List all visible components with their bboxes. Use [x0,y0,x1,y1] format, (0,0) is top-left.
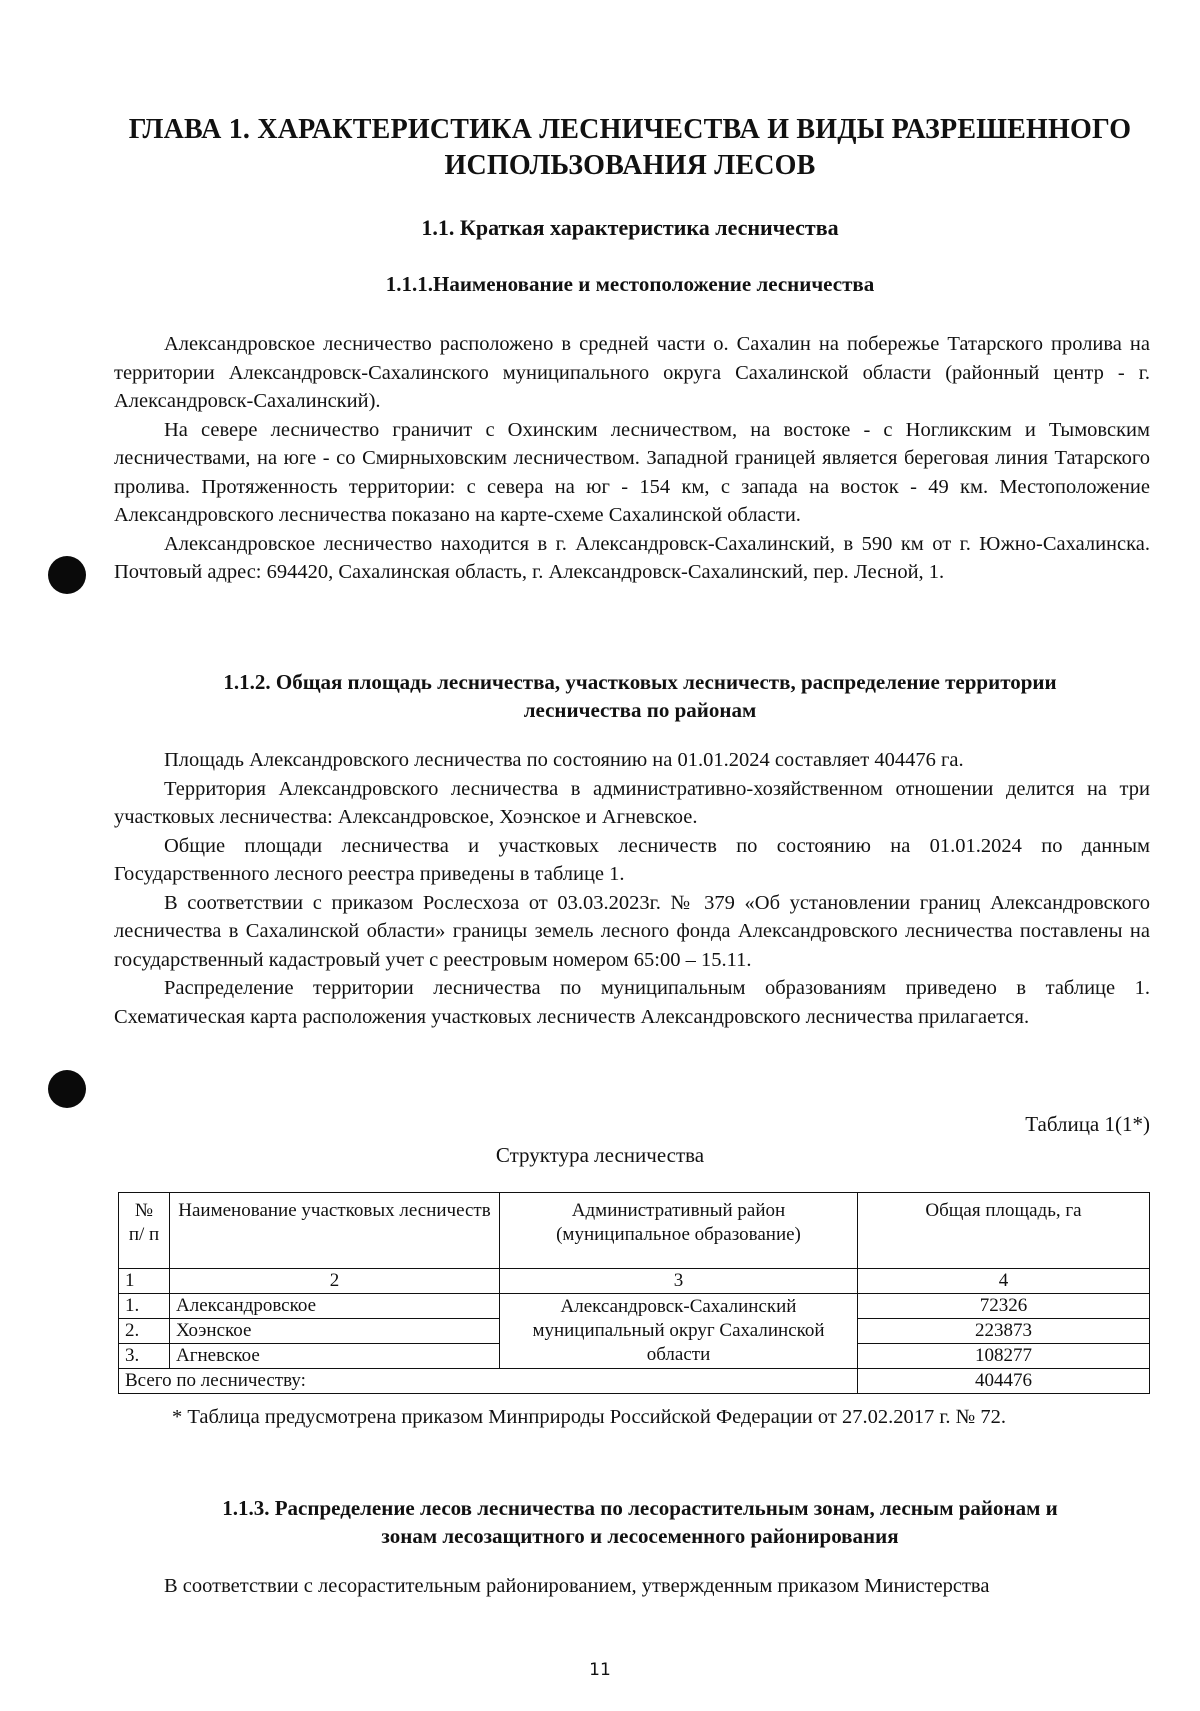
footnote-text: * Таблица предусмотрена приказом Минприроды Российской Федерации от 27.02.2017 г. № 72. [172,1406,1006,1428]
section-1-1-2-body [114,746,1150,1031]
section-1-1-2-title-line1: 1.1.2. Общая площадь лесничества, участковых лесничеств, распределение территории [223,670,1057,694]
paragraph: Александровское лесничество расположено в средней части о. Сахалин на побережье Татарского пролива на территории Александровск-Сахалинского муниципального округа Сахалинской области (районный центр - г. Александровск-Сахалинский). [114,333,1150,412]
header-area: Общая площадь, га [858,1193,1150,1269]
section-1-1-3-title-line2: зонам лесозащитного и лесосеменного районирования [381,1524,899,1548]
paragraph: Александровское лесничество находится в г. Александровск-Сахалинский, в 590 км от г. Южно-Сахалинска. Почтовый адрес: 694420, Сахалинская область, г. Александровск-Сахалинский, пер. Лесной, 1. [114,532,1150,583]
section-1-1-2-title-line2: лесничества по районам [523,698,757,722]
table-footnote [114,1403,1150,1432]
chapter-title-line1: ГЛАВА 1. ХАРАКТЕРИСТИКА ЛЕСНИЧЕСТВА И ВИДЫ РАЗРЕШЕННОГО [128,114,1132,145]
table-cell: 3 [500,1269,858,1294]
header-name: Наименование участковых лесничеств [170,1193,500,1269]
section-1-1-title: 1.1. Краткая характеристика лесничества [421,215,839,240]
paragraph: Территория Александровского лесничества в административно-хозяйственном отношении делится на три участковых лесничества: Александровское, Хоэнское и Агневское. [114,777,1150,828]
table-caption: Структура лесничества [495,1143,705,1167]
table-cell: 4 [858,1269,1150,1294]
paragraph: Общие площади лесничества и участковых лесничеств по состоянию на 01.01.2024 по данным Государственного лесного реестра приведены в таблице 1. [114,834,1150,885]
row-area: 108277 [858,1344,1150,1369]
table-cell: 2 [170,1269,500,1294]
paragraph: В соответствии с лесорастительным районированием, утвержденным приказом Министерства [164,1575,990,1597]
page-number: 11 [589,1660,611,1680]
section-1-1-1-title: 1.1.1.Наименование и местоположение лесничества [385,272,875,296]
row-area: 223873 [858,1319,1150,1344]
row-name: Агневское [170,1344,500,1369]
section-1-1-3-body [114,1572,1150,1601]
district-cell: Александровск-Сахалинский муниципальный округ Сахалинской области [500,1294,858,1369]
section-1-1-3-title-line1: 1.1.3. Распределение лесов лесничества по лесорастительным зонам, лесным районам и [222,1496,1058,1520]
header-num: № п/ п [119,1193,170,1269]
paragraph: На севере лесничество граничит с Охинским лесничеством, на востоке - с Ногликским и Тымовским лесничествами, на юге - со Смирныховским лесничеством. Западной границей является береговая линия Татарского пролива. Протяженность территории: с севера на юг - 154 км, с запада на восток - 49 км. Местоположение Александровского лесничества показано на карте-схеме Сахалинской области. [114,418,1150,526]
header-district: Административный район (муниципальное образование) [500,1193,858,1269]
table-label: Таблица 1(1*) [1025,1112,1150,1136]
table-cell: 1 [119,1269,170,1294]
paragraph: Распределение территории лесничества по муниципальным образованиям приведено в таблице 1. Схематическая карта расположения участковых лесничеств Александровского лесничества прилагается. [114,977,1150,1028]
chapter-title [100,112,1160,184]
row-num: 3. [119,1344,170,1369]
section-1-1-1-body [114,330,1150,587]
row-area: 72326 [858,1294,1150,1319]
paragraph: Площадь Александровского лесничества по состоянию на 01.01.2024 составляет 404476 га. [164,749,964,771]
column-number-row [119,1269,1150,1294]
table-total-row [119,1369,1150,1394]
total-label: Всего по лесничеству: [119,1369,858,1394]
row-name: Хоэнское [170,1319,500,1344]
chapter-title-line2: ИСПОЛЬЗОВАНИЯ ЛЕСОВ [444,150,816,181]
row-num: 2. [119,1319,170,1344]
table-header-row [119,1193,1150,1269]
paragraph: В соответствии с приказом Рослесхоза от 03.03.2023г. № 379 «Об установлении границ Александровского лесничества в Сахалинской области» границы земель лесного фонда Александровского лесничества поставлены на государственный кадастровый учет с реестровым номером 65:00 – 15.11. [114,891,1150,971]
table-row [119,1294,1150,1319]
forest-structure-table [118,1192,1150,1394]
row-name: Александровское [170,1294,500,1319]
row-num: 1. [119,1294,170,1319]
section-1-1-3-title [120,1494,1160,1550]
section-1-1-2-title [120,668,1160,724]
total-value: 404476 [858,1369,1150,1394]
punch-hole-top [48,556,86,594]
punch-hole-bottom [48,1070,86,1108]
